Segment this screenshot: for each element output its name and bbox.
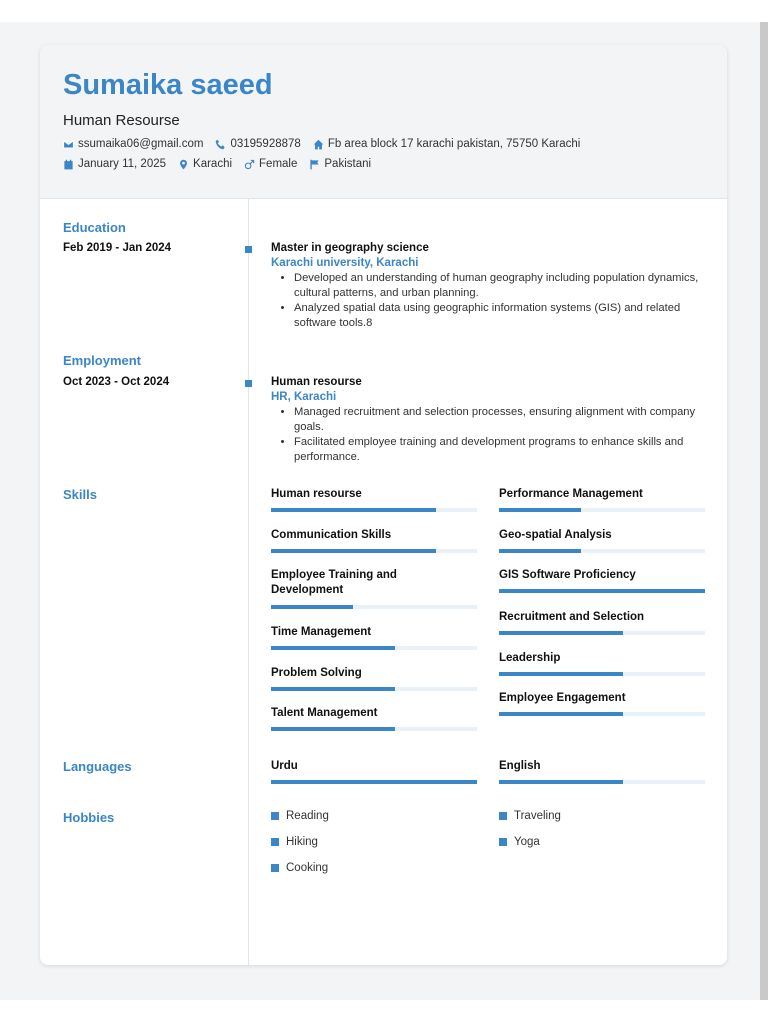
gender-text: Female <box>259 158 298 170</box>
education-bullets <box>271 271 711 331</box>
skill-bar-fill <box>499 508 581 512</box>
square-bullet-icon <box>271 864 279 872</box>
hobby-item <box>499 836 540 848</box>
skill-bar-fill <box>499 712 623 716</box>
contact-row-1 <box>63 138 592 150</box>
employment-marker <box>245 380 252 387</box>
resume-header <box>40 45 727 199</box>
skill-bar-fill <box>499 589 705 593</box>
envelope-icon <box>63 139 74 150</box>
square-bullet-icon <box>271 812 279 820</box>
skill-item <box>271 528 477 543</box>
employment-bullet: • Facilitated employee training and development programs to enhance skills and performance. <box>294 435 711 465</box>
education-degree: Master in geography science <box>271 242 429 254</box>
employment-bullet: • Managed recruitment and selection processes, ensuring alignment with company goals. <box>294 405 711 435</box>
languages-title: Languages <box>63 759 132 774</box>
square-bullet-icon <box>271 838 279 846</box>
city-item <box>178 158 232 170</box>
skill-bar <box>271 646 477 650</box>
address-text: Fb area block 17 karachi pakistan, 75750 Karachi <box>327 138 581 150</box>
gender-icon <box>244 159 255 170</box>
skill-bar <box>499 508 705 512</box>
skill-item <box>271 487 477 502</box>
skill-bar <box>499 712 705 716</box>
timeline-divider <box>248 198 249 965</box>
hobby-label: Yoga <box>514 836 540 848</box>
language-item <box>499 759 705 774</box>
employment-title: Employment <box>63 353 142 368</box>
skill-bar-fill <box>499 631 623 635</box>
scrollbar[interactable] <box>760 22 768 1000</box>
skill-item <box>499 691 705 706</box>
hobby-item <box>271 836 318 848</box>
skill-label: Employee Engagement <box>499 692 626 704</box>
gender-item <box>244 158 297 170</box>
hobby-item <box>271 810 329 822</box>
flag-icon <box>309 159 320 170</box>
employment-bullets <box>271 405 711 465</box>
phone-text: 03195928878 <box>230 138 301 150</box>
skill-item <box>271 666 477 681</box>
employment-position: Human resourse <box>271 376 362 388</box>
skill-bar <box>499 549 705 553</box>
skill-item <box>499 487 705 502</box>
hobby-label: Cooking <box>286 862 329 874</box>
city-text: Karachi <box>193 158 233 170</box>
skill-item <box>499 528 705 543</box>
skill-bar-fill <box>271 727 395 731</box>
skill-item <box>271 625 477 640</box>
skill-bar <box>271 508 477 512</box>
skill-bar <box>499 631 705 635</box>
education-date: Feb 2019 - Jan 2024 <box>63 242 172 254</box>
skill-item <box>499 610 705 625</box>
skill-label: Communication Skills <box>271 529 392 541</box>
language-item <box>271 759 477 774</box>
skill-label: GIS Software Proficiency <box>499 569 636 581</box>
skill-label: Performance Management <box>499 488 643 500</box>
nationality-text: Pakistani <box>324 158 372 170</box>
skill-bar-fill <box>271 687 395 691</box>
skill-label: Geo-spatial Analysis <box>499 529 612 541</box>
contact-row-2 <box>63 158 383 170</box>
skill-label: Human resourse <box>271 488 362 500</box>
education-entry <box>271 241 711 331</box>
employment-company: HR, Karachi <box>271 391 337 403</box>
candidate-role: Human Resourse <box>63 112 180 129</box>
skill-bar-fill <box>271 549 436 553</box>
skills-title: Skills <box>63 487 97 502</box>
language-bar <box>499 780 705 784</box>
hobby-label: Hiking <box>286 836 318 848</box>
resume-card <box>40 45 727 965</box>
phone-item[interactable] <box>215 138 300 150</box>
language-bar-fill <box>499 780 623 784</box>
birthdate-text: January 11, 2025 <box>78 158 167 170</box>
education-institution: Karachi university, Karachi <box>271 257 419 269</box>
language-label: Urdu <box>271 760 298 772</box>
skill-bar-fill <box>271 646 395 650</box>
skill-bar <box>499 589 705 593</box>
skill-label: Recruitment and Selection <box>499 611 645 623</box>
location-pin-icon <box>178 159 189 170</box>
education-marker <box>245 246 252 253</box>
skill-item <box>271 568 431 598</box>
education-bullet: • Analyzed spatial data using geographic information systems (GIS) and related software tools.8 <box>294 301 711 331</box>
hobby-item <box>499 810 561 822</box>
calendar-icon <box>63 159 74 170</box>
address-item <box>313 138 581 150</box>
email-item[interactable] <box>63 138 203 150</box>
skill-bar <box>271 549 477 553</box>
hobby-label: Reading <box>286 810 329 822</box>
skill-bar <box>499 672 705 676</box>
skill-bar-fill <box>271 605 353 609</box>
hobby-item <box>271 862 328 874</box>
skill-label: Time Management <box>271 626 372 638</box>
hobby-label: Traveling <box>514 810 561 822</box>
language-label: English <box>499 760 541 772</box>
birthdate-item <box>63 158 166 170</box>
skill-bar-fill <box>499 672 623 676</box>
skill-item <box>271 706 477 721</box>
language-bar <box>271 780 477 784</box>
candidate-name: Sumaika saeed <box>63 69 273 101</box>
square-bullet-icon <box>499 812 507 820</box>
education-bullet: • Developed an understanding of human geography including population dynamics, cultural patterns, and urban planning. <box>294 271 711 301</box>
skill-bar <box>271 687 477 691</box>
employment-entry <box>271 375 711 465</box>
skill-label: Employee Training and Development <box>271 569 397 596</box>
hobbies-title: Hobbies <box>63 810 115 825</box>
skill-bar <box>271 605 477 609</box>
email-text: ssumaika06@gmail.com <box>78 138 204 150</box>
employment-date: Oct 2023 - Oct 2024 <box>63 376 170 388</box>
skill-label: Talent Management <box>271 707 378 719</box>
home-icon <box>313 139 324 150</box>
skill-label: Leadership <box>499 652 561 664</box>
skill-bar-fill <box>499 549 581 553</box>
skill-item <box>499 568 705 583</box>
nationality-item <box>309 158 371 170</box>
language-bar-fill <box>271 780 477 784</box>
square-bullet-icon <box>499 838 507 846</box>
phone-icon <box>215 139 226 150</box>
skill-item <box>499 651 705 666</box>
education-title: Education <box>63 220 126 235</box>
skill-bar <box>271 727 477 731</box>
skill-label: Problem Solving <box>271 667 362 679</box>
skill-bar-fill <box>271 508 436 512</box>
